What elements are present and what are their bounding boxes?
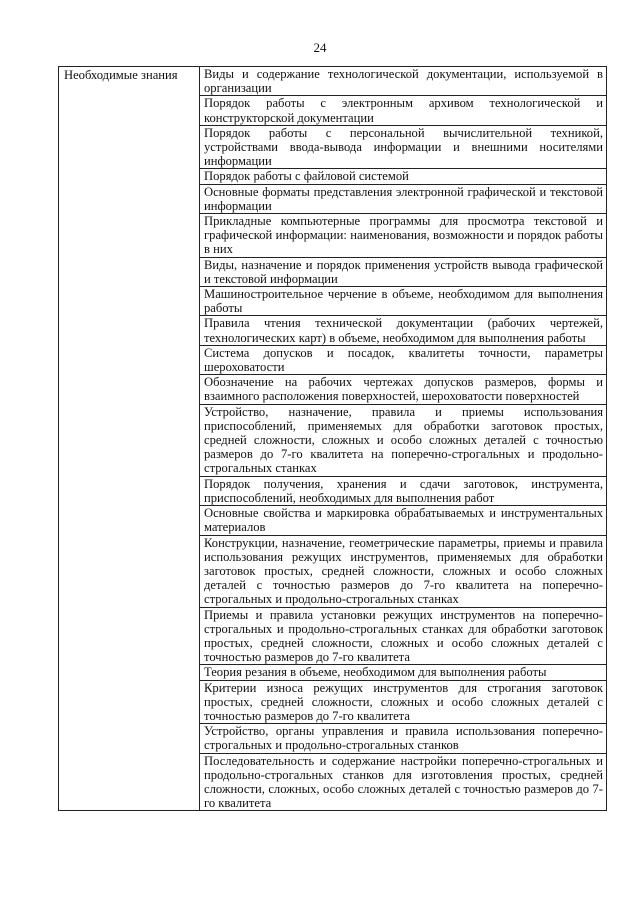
knowledge-item: Порядок получения, хранения и сдачи заготовок, инструмента, приспособлений, необходимых для выполнения работ bbox=[200, 476, 607, 505]
knowledge-table bbox=[58, 66, 607, 811]
knowledge-item: Критерии износа режущих инструментов для строгания заготовок простых, средней сложности, сложных и особо сложных деталей с точностью размеров до 7-го квалитета bbox=[200, 680, 607, 724]
table-row bbox=[59, 67, 607, 96]
knowledge-item: Приемы и правила установки режущих инструментов на поперечно-строгальных и продольно-строгальных станках для обработки заготовок простых, средней сложности, сложных и особо сложных деталей с точностью размеров до 7-го квалитета bbox=[200, 607, 607, 665]
knowledge-item: Теория резания в объеме, необходимом для выполнения работы bbox=[200, 665, 607, 680]
knowledge-item: Конструкции, назначение, геометрические параметры, приемы и правила использования режущих инструментов, применяемых для обработки заготовок простых, средней сложности, сложных и особо сложных деталей с точностью размеров до 7-го квалитета на поперечно-строгальных и продольно-строгальных станках bbox=[200, 535, 607, 607]
knowledge-item: Прикладные компьютерные программы для просмотра текстовой и графической информации: наименования, возможности и порядок работы в них bbox=[200, 214, 607, 258]
knowledge-item: Система допусков и посадок, квалитеты точности, параметры шероховатости bbox=[200, 345, 607, 374]
knowledge-item: Обозначение на рабочих чертежах допусков размеров, формы и взаимного расположения поверхностей, шероховатости поверхностей bbox=[200, 375, 607, 404]
knowledge-item: Порядок работы с электронным архивом технологической и конструкторской документации bbox=[200, 96, 607, 125]
knowledge-table-body bbox=[59, 67, 607, 811]
knowledge-item: Порядок работы с персональной вычислительной техникой, устройствами ввода-вывода информации и внешними носителями информации bbox=[200, 125, 607, 169]
section-label: Необходимые знания bbox=[59, 67, 200, 811]
knowledge-item: Устройство, назначение, правила и приемы использования приспособлений, применяемых для обработки заготовок простых, средней сложности, сложных и особо сложных деталей с точностью размеров до 7-го квалитета на поперечно-строгальных и продольно-строгальных станках bbox=[200, 404, 607, 476]
knowledge-item: Виды, назначение и порядок применения устройств вывода графической и текстовой информации bbox=[200, 257, 607, 286]
knowledge-item: Правила чтения технической документации (рабочих чертежей, технологических карт) в объеме, необходимом для выполнения работы bbox=[200, 316, 607, 345]
knowledge-item: Основные форматы представления электронной графической и текстовой информации bbox=[200, 184, 607, 213]
knowledge-item: Устройство, органы управления и правила использования поперечно-строгальных и продольно-строгальных станков bbox=[200, 724, 607, 753]
knowledge-item: Последовательность и содержание настройки поперечно-строгальных и продольно-строгальных станков для изготовления простых, средней сложности, сложных, особо сложных деталей с точностью размеров до 7-го квалитета bbox=[200, 753, 607, 811]
page-number: 24 bbox=[313, 40, 327, 55]
knowledge-item: Виды и содержание технологической документации, используемой в организации bbox=[200, 67, 607, 96]
knowledge-item: Основные свойства и маркировка обрабатываемых и инструментальных материалов bbox=[200, 506, 607, 535]
knowledge-item: Порядок работы с файловой системой bbox=[200, 169, 607, 184]
knowledge-item: Машиностроительное черчение в объеме, необходимом для выполнения работы bbox=[200, 287, 607, 316]
